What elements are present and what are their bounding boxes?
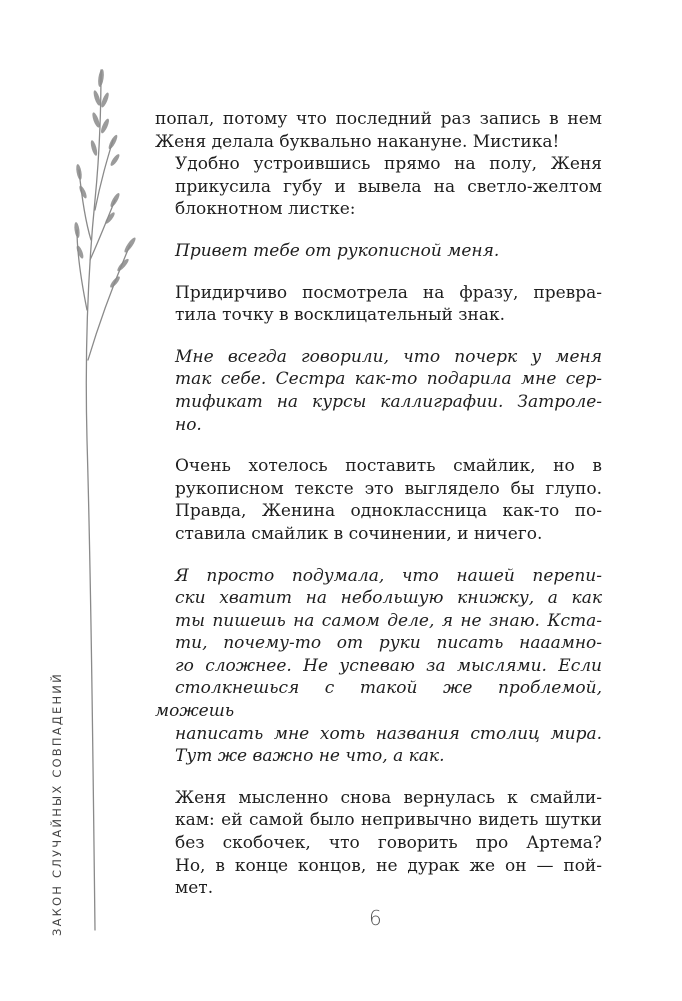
text-line: Но, в конце концов, не дурак же он — пой-	[175, 855, 602, 876]
text-line: ты пишешь на самом деле, я не знаю. Кста-	[175, 610, 602, 631]
letter-paragraph	[155, 346, 602, 436]
text-line: Мне всегда говорили, что почерк у меня	[175, 346, 602, 367]
text-line: Я просто подумала, что нашей перепи-	[175, 565, 602, 586]
page-number: 6	[369, 906, 382, 930]
text-line: кам: ей самой было непривычно видеть шутки	[175, 810, 602, 831]
paragraph	[155, 108, 602, 153]
text-line: рукописном тексте это выглядело бы глупо.	[175, 478, 602, 499]
text-line: мет.	[175, 878, 214, 899]
text-line: Придирчиво посмотрела на фразу, превра-	[175, 282, 602, 303]
paragraph	[155, 455, 602, 545]
text-line: но.	[175, 414, 202, 435]
running-title: ЗАКОН СЛУЧАЙНЫХ СОВПАДЕНИЙ	[50, 672, 64, 936]
text-line: тификат на курсы каллиграфии. Затроле-	[175, 391, 602, 412]
text-line: прикусила губу и вывела на светло-желтом	[175, 176, 602, 197]
text-line: ти, почему-то от руки писать нааамно-	[175, 633, 602, 654]
letter-paragraph	[155, 565, 602, 768]
letter-paragraph	[155, 240, 602, 263]
text-line: Тут же важно не что, а как.	[175, 746, 445, 767]
grass-stem-icon	[55, 60, 145, 940]
text-line: го сложнее. Не успеваю за мыслями. Если	[175, 655, 602, 676]
paragraph	[155, 153, 602, 221]
text-line: попал, потому что последний раз запись в нем	[155, 109, 602, 129]
text-line: ставила смайлик в сочинении, и ничего.	[175, 523, 543, 544]
text-line: Очень хотелось поставить смайлик, но в	[175, 456, 602, 477]
text-line: Привет тебе от рукописной меня.	[175, 240, 500, 261]
text-line: Женя мысленно снова вернулась к смайли-	[175, 787, 602, 808]
text-line: тила точку в восклицательный знак.	[175, 305, 505, 326]
paragraph	[155, 282, 602, 327]
text-line: без скобочек, что говорить про Артема?	[175, 833, 602, 854]
text-line: Женя делала буквально накануне. Мистика!	[155, 131, 560, 152]
text-line: так себе. Сестра как-то подарила мне сер-	[175, 369, 602, 390]
main-text	[155, 108, 602, 900]
text-line: Правда, Женина одноклассница как-то по-	[175, 501, 602, 522]
text-line: столкнешься с такой же проблемой, можешь	[155, 678, 602, 722]
paragraph	[155, 787, 602, 900]
text-line: написать мне хоть названия столиц мира.	[175, 723, 602, 744]
text-line: Удобно устроившись прямо на полу, Женя	[175, 154, 602, 175]
text-line: блокнотном листке:	[175, 199, 356, 220]
text-line: ски хватит на небольшую книжку, а как	[175, 588, 602, 609]
